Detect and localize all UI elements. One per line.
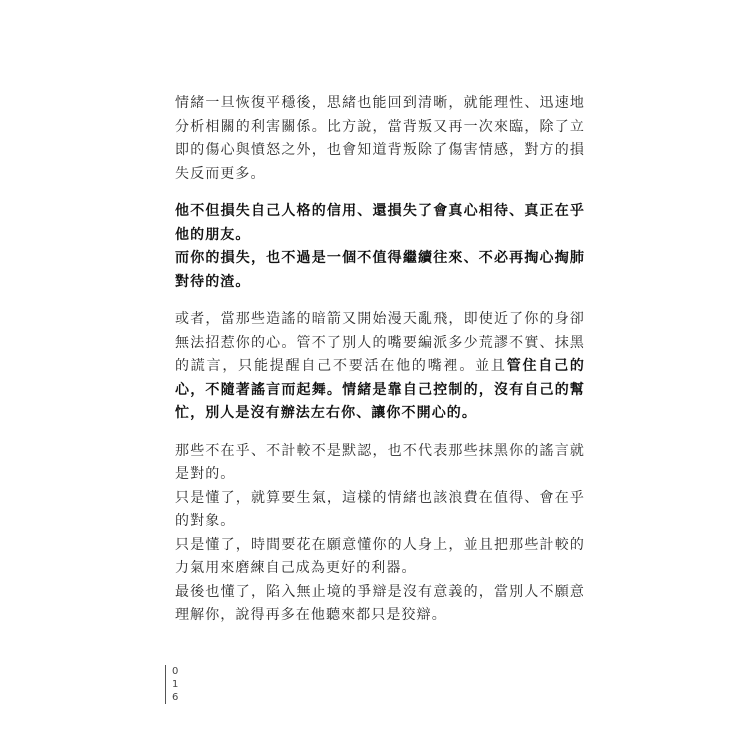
- page-number-digit: 6: [172, 692, 179, 703]
- paragraph-3: [175, 308, 585, 426]
- paragraph-run-bold: 管住自己的心，不隨著謠言而起舞。情緒是靠自己控制的，沒有自己的幫忙，別人是沒有辦法左右你、讓你不開心的。: [175, 358, 586, 421]
- page-number-digit: 0: [172, 666, 179, 677]
- body-text: [175, 92, 585, 642]
- paragraph-1: [175, 92, 585, 186]
- paragraph-line: 而你的損失，也不過是一個不值得繼續往來、不必再掏心掏肺對待的渣。: [175, 250, 585, 290]
- paragraph-2-emphasis: [175, 200, 585, 294]
- paragraph-line: 情緒一旦恢復平穩後，思緒也能回到清晰，就能理性、迅速地分析相關的利害關係。比方說，當背叛又再一次來臨，除了立即的傷心與憤怒之外，也會知道背叛除了傷害情感，對方的損失反而更多。: [175, 95, 585, 182]
- paragraph-run-normal: 或者，當那些造謠的暗箭又開始漫天亂飛，即使近了你的身卻無法招惹你的心。管不了別人的嘴要編派多少荒謬不實、抹黑的謊言，只能提醒自己不要活在他的嘴裡。並且: [175, 311, 585, 374]
- page-number: [165, 665, 178, 704]
- paragraph-4: [175, 440, 585, 628]
- paragraph-line: 只是懂了，時間要花在願意懂你的人身上，並且把那些計較的力氣用來磨練自己成為更好的利器。: [175, 536, 585, 576]
- paragraph-line: 只是懂了，就算要生氣，這樣的情緒也該浪費在值得、會在乎的對象。: [175, 489, 585, 529]
- paragraph-line: 那些不在乎、不計較不是默認，也不代表那些抹黑你的謠言就是對的。: [175, 442, 585, 482]
- paragraph-line: 最後也懂了，陷入無止境的爭辯是沒有意義的，當別人不願意理解你，說得再多在他聽來都只是狡辯。: [175, 583, 585, 623]
- paragraph-line: [175, 308, 585, 426]
- paragraph-line: 他不但損失自己人格的信用、還損失了會真心相待、真正在乎他的朋友。: [175, 203, 585, 243]
- page-number-digit: 1: [172, 679, 179, 690]
